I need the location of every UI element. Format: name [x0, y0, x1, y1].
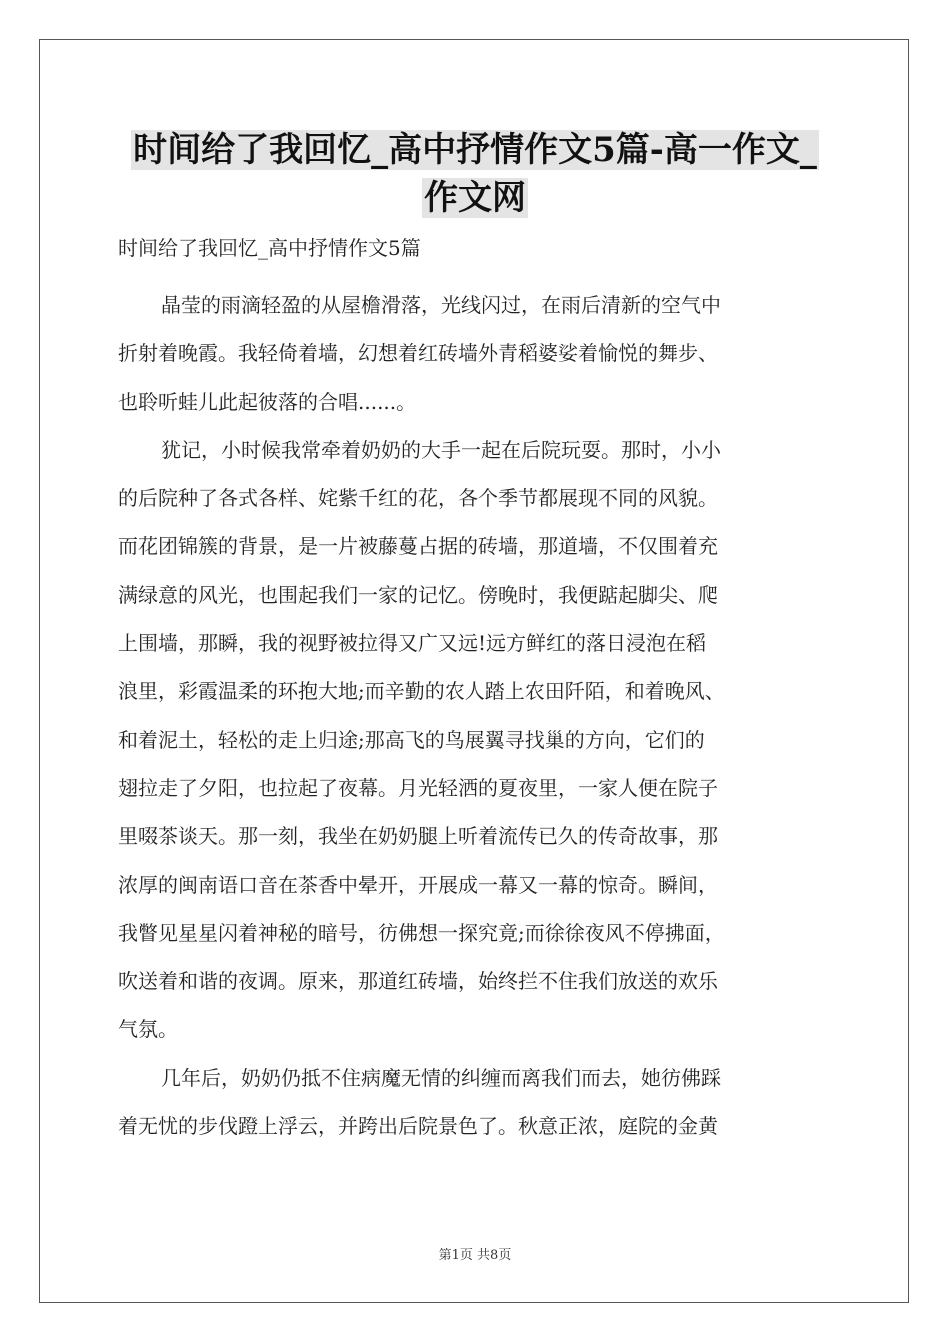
body-line: 几年后，奶奶仍抵不住病魔无情的纠缠而离我们而去，她彷佛踩 [161, 1065, 721, 1090]
body-line: 着无忧的步伐蹬上浮云，并跨出后院景色了。秋意正浓，庭院的金黄 [118, 1114, 718, 1139]
title-line-1: 时间给了我回忆_高中抒情作文5篇-高一作文_ [133, 130, 817, 170]
body-line: 浪里，彩霞温柔的环抱大地;而辛勤的农人踏上农田阡陌，和着晚风、 [118, 679, 725, 704]
page-title [0, 126, 950, 222]
subtitle: 时间给了我回忆_高中抒情作文5篇 [118, 236, 421, 260]
body-line: 折射着晚霞。我轻倚着墙，幻想着红砖墙外青稻婆娑着愉悦的舞步、 [118, 341, 718, 366]
body-line: 的后院种了各式各样、姹紫千红的花，各个季节都展现不同的风貌。 [118, 486, 718, 511]
page-footer: 第1页 共8页 [438, 1248, 512, 1263]
body-line: 犹记，小时候我常牵着奶奶的大手一起在后院玩耍。那时，小小 [161, 437, 721, 462]
body-line: 吹送着和谐的夜调。原来，那道红砖墙，始终拦不住我们放送的欢乐 [118, 969, 718, 994]
body-line: 浓厚的闽南语口音在茶香中晕开，开展成一幕又一幕的惊奇。瞬间， [118, 872, 718, 897]
body-line: 和着泥土，轻松的走上归途;那高飞的鸟展翼寻找巢的方向，它们的 [118, 727, 705, 752]
body-line: 晶莹的雨滴轻盈的从屋檐滑落，光线闪过，在雨后清新的空气中 [161, 293, 721, 317]
title-line-2: 作文网 [424, 178, 526, 218]
body-line: 满绿意的风光，也围起我们一家的记忆。傍晚时，我便踮起脚尖、爬 [118, 582, 718, 607]
body-line: 也聆听蛙儿此起彼落的合唱......。 [118, 389, 417, 414]
body-line: 气氛。 [118, 1017, 178, 1042]
body-line: 上围墙，那瞬，我的视野被拉得又广又远!远方鲜红的落日浸泡在稻 [118, 631, 707, 656]
body-line: 里啜茶谈天。那一刻，我坐在奶奶腿上听着流传已久的传奇故事，那 [118, 824, 718, 849]
body-line: 翅拉走了夕阳，也拉起了夜幕。月光轻洒的夏夜里，一家人便在院子 [118, 775, 718, 800]
body-line: 而花团锦簇的背景，是一片被藤蔓占据的砖墙，那道墙，不仅围着充 [118, 534, 718, 559]
article-body [118, 281, 838, 1150]
body-line: 我瞥见星星闪着神秘的暗号，彷佛想一探究竟;而徐徐夜风不停拂面， [118, 920, 725, 945]
